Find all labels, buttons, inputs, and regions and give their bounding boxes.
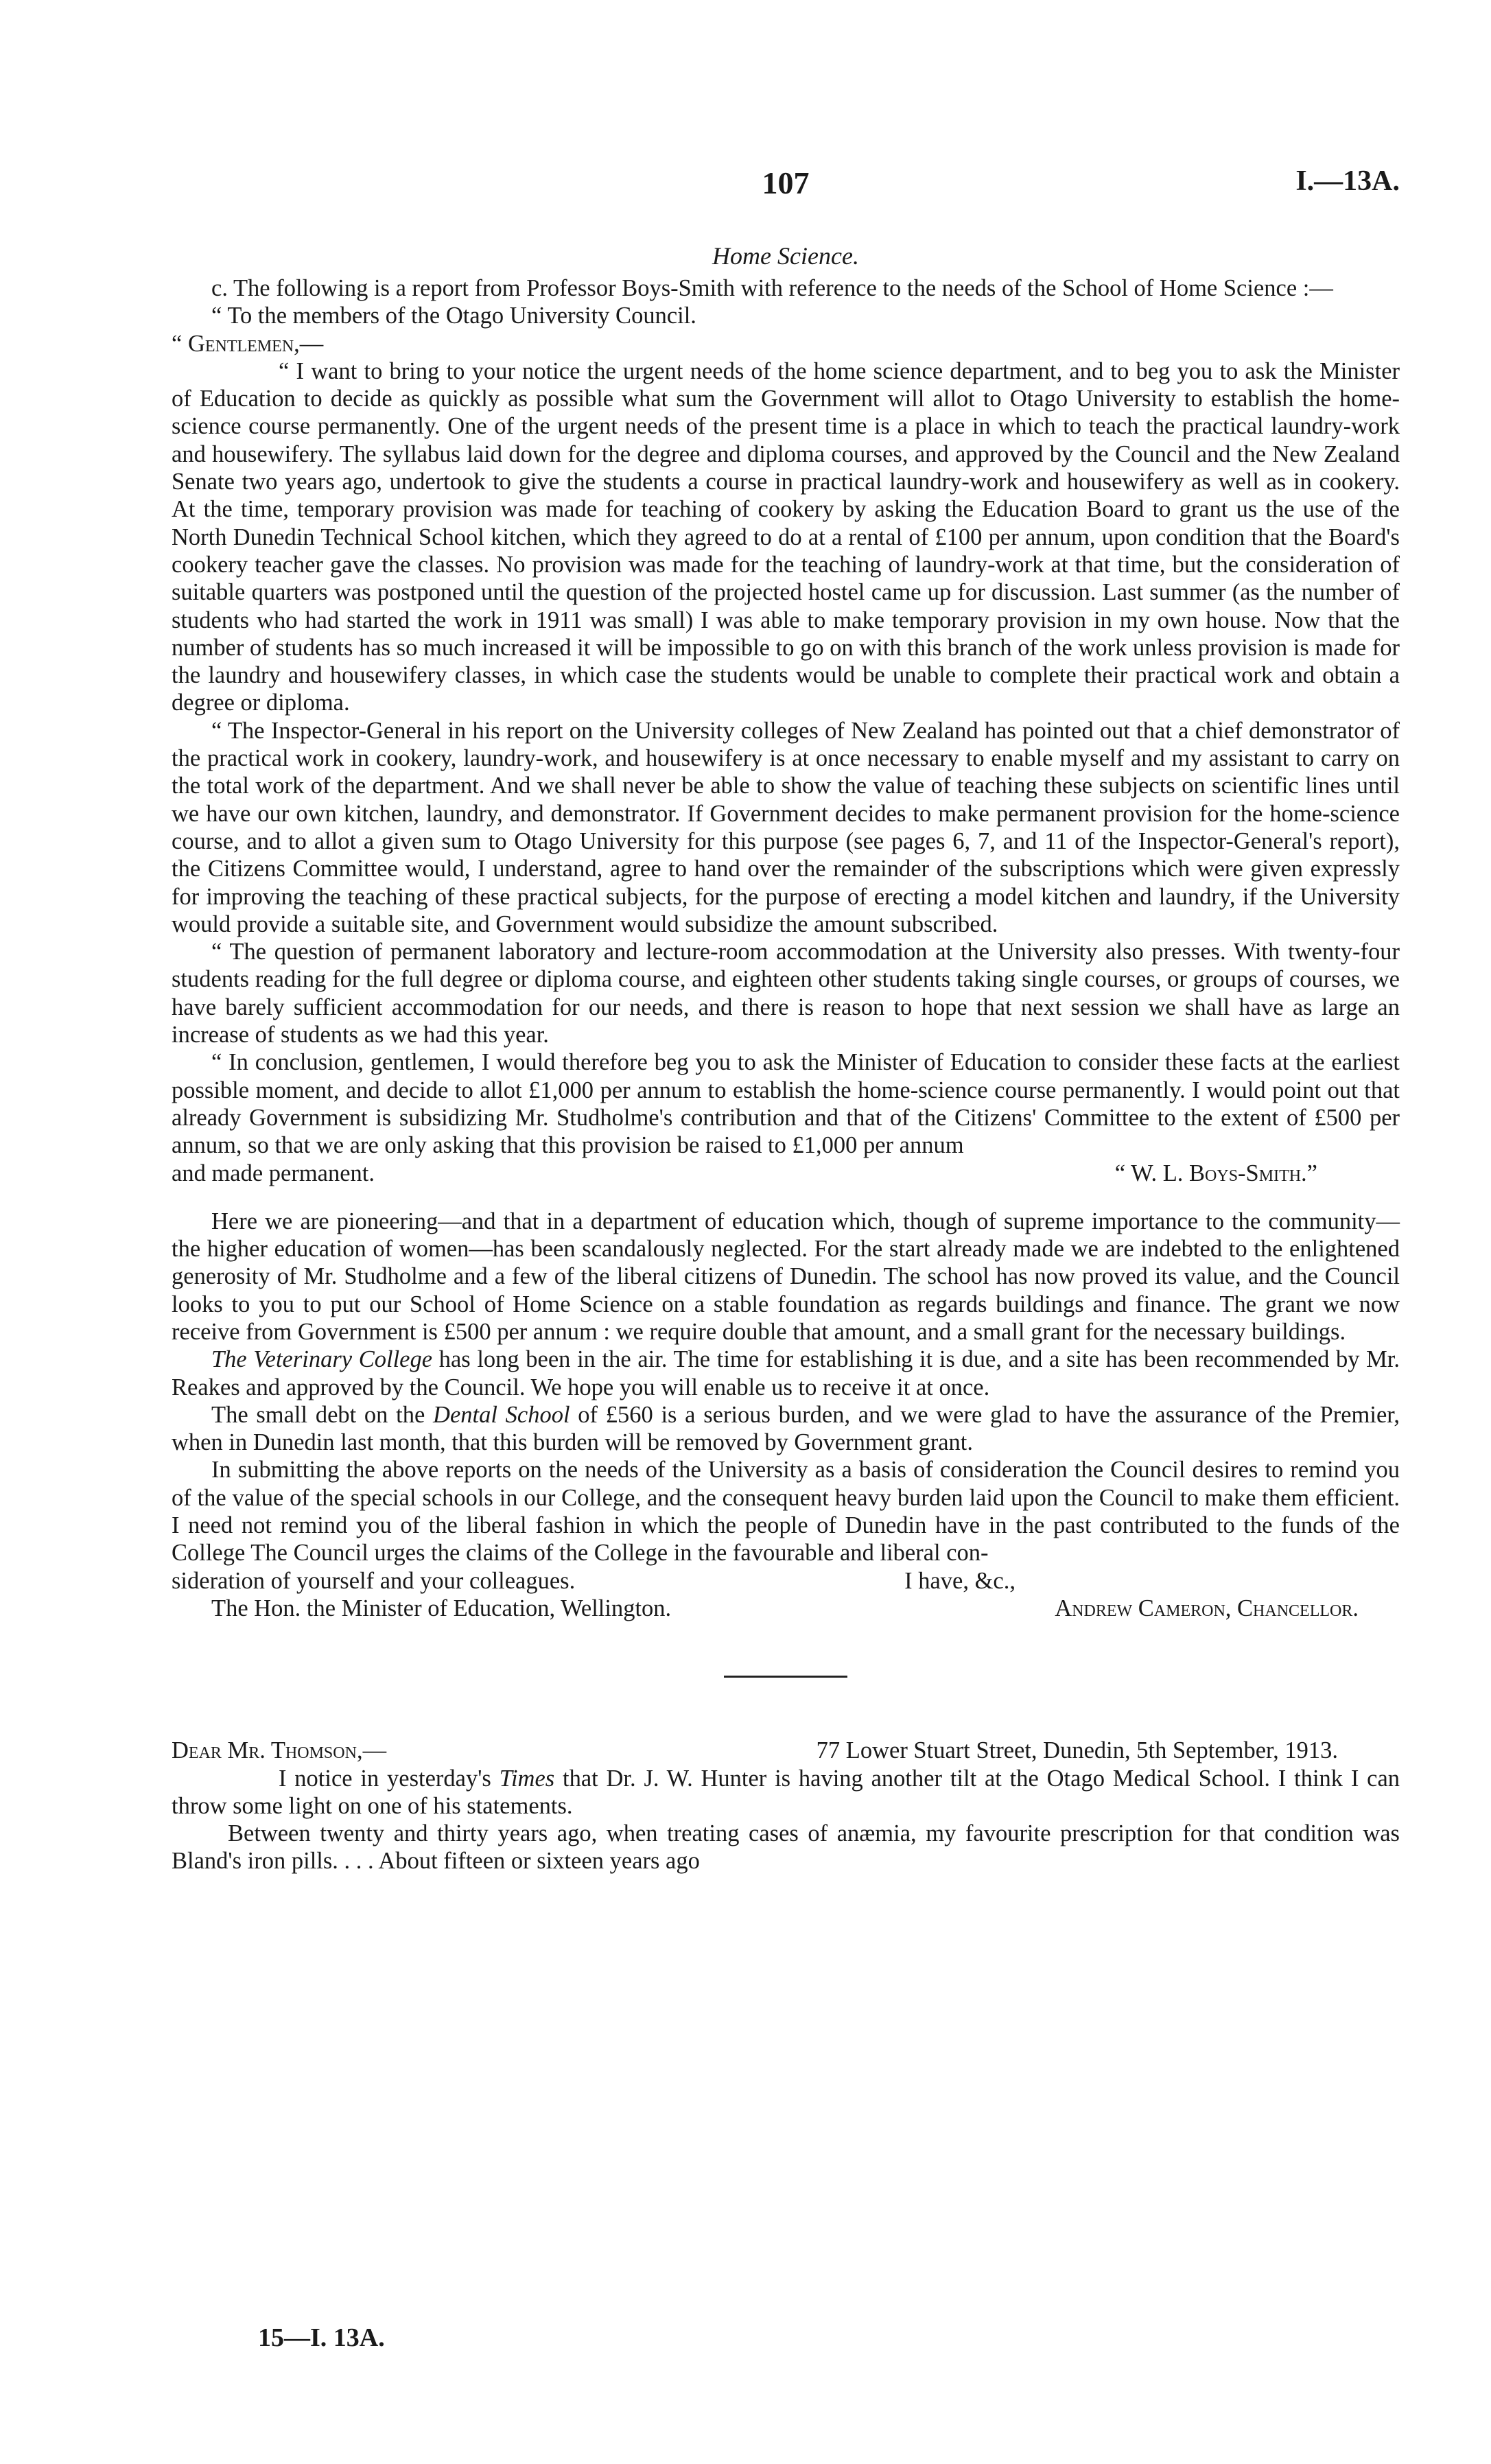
second-letter-address: 77 Lower Stuart Street, Dunedin, 5th September, 1913. (816, 1737, 1338, 1764)
report-intro: c. The following is a report from Professor Boys-Smith with reference to the needs of the School of Home Science :— (211, 275, 1333, 301)
document-reference: I.—13A. (1295, 165, 1400, 197)
section-divider (724, 1676, 847, 1678)
report-salutation: “ Gentlemen,— (172, 330, 324, 357)
letter-signatory: Andrew Cameron, Chancellor. (1055, 1595, 1359, 1621)
section-title: Home Science. (712, 242, 859, 270)
second-letter-paragraph-1 (172, 1765, 1400, 1820)
report-signature-line (172, 1160, 1400, 1187)
letter-paragraph-4-end: sideration of yourself and your colleagues. (172, 1567, 576, 1594)
second-letter-paragraph-2: Between twenty and thirty years ago, when treating cases of anæmia, my favourite prescription for that condition was Bland's iron pills. . . . About fifteen or sixteen years ago (172, 1820, 1400, 1875)
report-paragraph-1: “ I want to bring to your notice the urgent needs of the home science department, and to beg you to ask the Minister of Education to decide as quickly as possible what sum the Government will allot to Otago University to establish the home-science course permanently. One of the urgent needs of the present time is a place in which to teach the practical laundry-work and housewifery. The syllabus laid down for the degree and diploma courses, and approved by the Council and the New Zealand Senate two years ago, undertook to give the students a course in practical laundry-work and housewifery as well as in cookery. At the time, temporary provision was made for teaching of cookery by asking the Education Board to grant us the use of the North Dunedin Technical School kitchen, which they agreed to do at a rental of £100 per annum, upon condition that the Board's cookery teacher gave the classes. No provision was made for the teaching of laundry-work at that time, but the consideration of suitable quarters was postponed until the question of the projected hostel came up for discussion. Last summer (as the number of students who had started the work in 1911 was small) I was able to make temporary provision in my own house. Now that the number of students has so much increased it will be impossible to go on with this branch of the work unless provision is made for the laundry and housewifery classes, in which case the students would be unable to complete their practical work and obtain a degree or diploma. (172, 357, 1400, 716)
page-number: 107 (762, 165, 810, 200)
document-body (172, 274, 1400, 1875)
letter-paragraph-3 (172, 1401, 1400, 1457)
report-paragraph-4: “ In conclusion, gentlemen, I would therefore beg you to ask the Minister of Education to consider these facts at the earliest possible moment, and decide to allot £1,000 per annum to establish the home-science course permanently. I would point out that already Government is subsidizing Mr. Studholme's contribution and that of the Citizens' Committee to the extent of £500 per annum, so that we are only asking that this provision be raised to £1,000 per annum (172, 1049, 1400, 1159)
report-address: “ To the members of the Otago University Council. (211, 303, 696, 329)
second-letter-heading (172, 1737, 1400, 1764)
veterinary-college-title: The Veterinary College (211, 1346, 433, 1373)
report-paragraph-3: “ The question of permanent laboratory and lecture-room accommodation at the University also presses. With twenty-four students reading for the full degree or diploma course, and eighteen other students taking single courses, or groups of courses, we have barely sufficient accommodation for our needs, and there is reason to hope that next session we shall have as large an increase of students as we had this year. (172, 939, 1400, 1048)
report-paragraph-2: “ The Inspector-General in his report on the University colleges of New Zealand has pointed out that a chief demonstrator of the practical work in cookery, laundry-work, and housewifery is at once necessary to enable myself and my assistant to carry on the total work of the department. And we shall never be able to show the value of teaching these subjects on scientific lines until we have our own kitchen, laundry, and demonstrator. If Government decides to make permanent provision for the home-science course, and to allot a given sum to Otago University for this purpose (see pages 6, 7, and 11 of the Inspector-General's report), the Citizens Committee would, I understand, agree to hand over the remainder of the subscriptions which were given expressly for improving the teaching of these practical subjects, for the purpose of erecting a model kitchen and laundry, if the University would provide a suitable site, and Government would subsidize the amount subscribed. (172, 717, 1400, 937)
letter-paragraph-2 (172, 1346, 1400, 1401)
letter-paragraph-1: Here we are pioneering—and that in a department of education which, though of supreme importance to the community—the higher education of women—has been scandalously neglected. For the start already made we are indebted to the enlightened generosity of Mr. Studholme and a few of the liberal citizens of Dunedin. The school has now proved its value, and the Council looks to you to put our School of Home Science on a stable foundation as regards buildings and finance. The grant we now receive from Government is £500 per annum : we require double that amount, and a small grant for the necessary buildings. (172, 1208, 1400, 1345)
second-letter-paragraph-1-start: I notice in yesterday's (279, 1765, 500, 1792)
signature-mark: 15—I. 13A. (258, 2323, 385, 2352)
letter-signature-line (172, 1595, 1400, 1622)
letter-paragraph-2-text: has long been in the air. The time for establishing it is due, and a site has been recommended by Mr. Reakes and approved by the Council. We hope you will enable us to receive it at once. (172, 1346, 1400, 1400)
report-signature: “ W. L. Boys-Smith.” (1114, 1160, 1317, 1186)
letter-recipient: The Hon. the Minister of Education, Wellington. (211, 1595, 672, 1621)
letter-paragraph-4: In submitting the above reports on the needs of the University as a basis of consideration the Council desires to remind you of the value of the special schools in our College, and the consequent heavy burden laid upon the Council to make them efficient. I need not remind you of the liberal fashion in which the people of Dunedin have in the past contributed to the funds of the College The Council urges the claims of the College in the favourable and liberal con- (172, 1457, 1400, 1567)
second-letter-salutation: Dear Mr. Thomson,— (172, 1737, 387, 1764)
letter-closing: I have, &c., (904, 1567, 1015, 1594)
second-letter-paragraph-1-text: that Dr. J. W. Hunter is having another tilt at the Otago Medical School. I think I can throw some light on one of his statements. (172, 1765, 1400, 1819)
spacer (172, 1187, 1400, 1208)
letter-closing-line (172, 1567, 1400, 1595)
report-paragraph-4-end: and made permanent. (172, 1160, 375, 1186)
times-newspaper-title: Times (499, 1765, 555, 1792)
letter-paragraph-3-start: The small debt on the (211, 1401, 434, 1428)
dental-school-title: Dental School (433, 1401, 570, 1428)
page-header (172, 165, 1400, 213)
letter-paragraph-3-text: of £560 is a serious burden, and we were glad to have the assurance of the Premier, when in Dunedin last month, that this burden will be removed by Government grant. (172, 1401, 1400, 1456)
